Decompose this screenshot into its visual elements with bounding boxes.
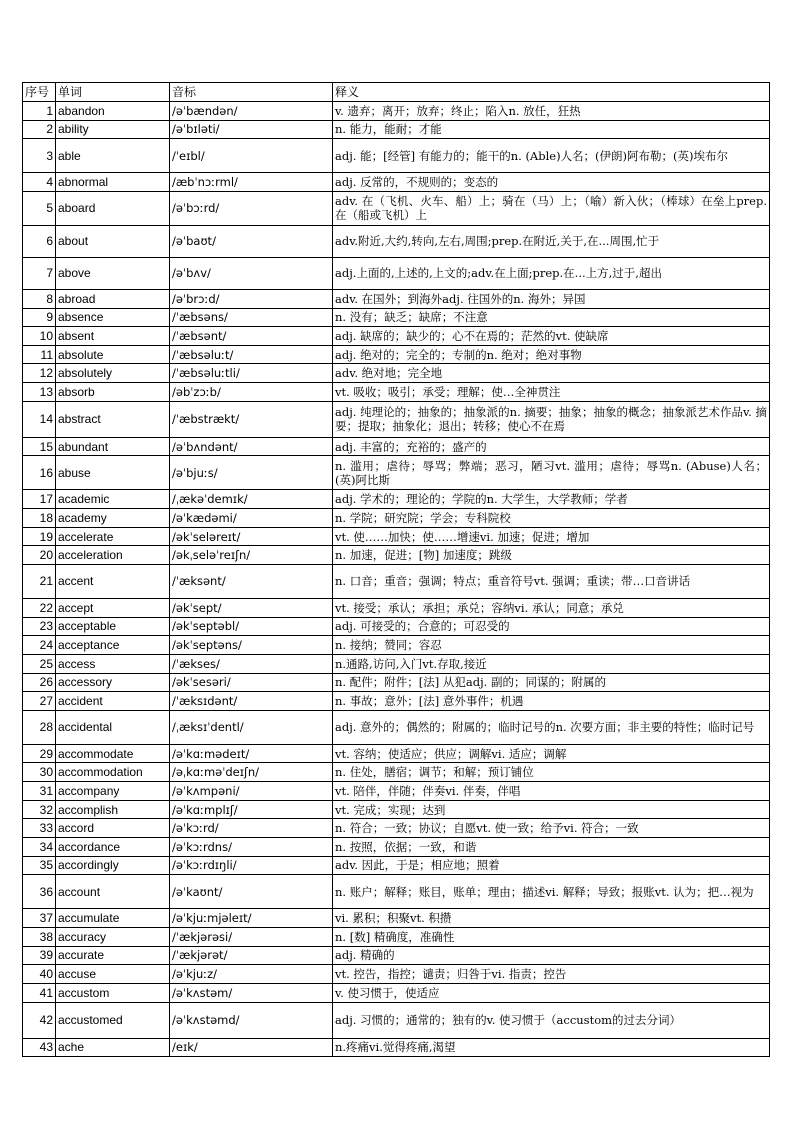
row-index: 18: [23, 509, 56, 528]
row-index: 41: [23, 983, 56, 1002]
row-phonetic: /əˈbʌndənt/: [170, 437, 333, 456]
row-phonetic: /əˈbɪləti/: [170, 120, 333, 139]
table-row: [23, 102, 770, 121]
table-row: [23, 927, 770, 946]
row-word: accident: [56, 692, 170, 711]
row-phonetic: /əˈkædəmi/: [170, 509, 333, 528]
row-word: accurate: [56, 946, 170, 965]
table-row: [23, 345, 770, 364]
table-row: [23, 509, 770, 528]
table-row: [23, 838, 770, 857]
row-word: access: [56, 654, 170, 673]
row-index: 37: [23, 909, 56, 928]
row-definition: adj. 绝对的；完全的；专制的n. 绝对；绝对事物: [333, 345, 770, 364]
row-phonetic: /ˈæksɪdənt/: [170, 692, 333, 711]
row-definition: vt. 陪伴，伴随；伴奏vi. 伴奏，伴唱: [333, 782, 770, 801]
table-row: [23, 965, 770, 984]
row-index: 22: [23, 598, 56, 617]
row-index: 21: [23, 564, 56, 598]
row-definition: adj. 习惯的；通常的；独有的v. 使习惯于（accustom的过去分词）: [333, 1002, 770, 1038]
row-definition: vt. 接受；承认；承担；承兑；容纳vi. 承认；同意；承兑: [333, 598, 770, 617]
row-word: about: [56, 225, 170, 257]
row-phonetic: /ˈæksənt/: [170, 564, 333, 598]
row-word: above: [56, 257, 170, 289]
row-word: accuse: [56, 965, 170, 984]
row-phonetic: /əkˈseləreɪt/: [170, 527, 333, 546]
vocabulary-table: [22, 82, 770, 1057]
row-phonetic: /əkˈsesəri/: [170, 673, 333, 692]
table-row: [23, 225, 770, 257]
row-index: 28: [23, 710, 56, 744]
row-word: accelerate: [56, 527, 170, 546]
row-definition: v. 遗弃；离开；放弃；终止；陷入n. 放任，狂热: [333, 102, 770, 121]
table-row: [23, 983, 770, 1002]
row-index: 12: [23, 364, 56, 383]
row-word: accustomed: [56, 1002, 170, 1038]
row-word: able: [56, 139, 170, 173]
table-row: [23, 437, 770, 456]
row-index: 15: [23, 437, 56, 456]
table-row: [23, 819, 770, 838]
row-phonetic: /eɪk/: [170, 1038, 333, 1057]
row-index: 11: [23, 345, 56, 364]
row-phonetic: /əˈbjuːs/: [170, 456, 333, 490]
row-word: acceleration: [56, 546, 170, 565]
row-phonetic: /ˈækses/: [170, 654, 333, 673]
row-word: absent: [56, 327, 170, 346]
row-definition: adv. 在（飞机、火车、船）上；骑在（马）上；（喻）新入伙；（棒球）在垒上prep. 在（船或飞机）上: [333, 191, 770, 225]
row-phonetic: /əbˈzɔːb/: [170, 383, 333, 402]
row-definition: adj. 能；[经管] 有能力的；能干的n. (Able)人名；(伊朗)阿布勒；(英)埃布尔: [333, 139, 770, 173]
table-row: [23, 654, 770, 673]
row-word: accord: [56, 819, 170, 838]
table-row: [23, 946, 770, 965]
row-phonetic: /əˈbɔːrd/: [170, 191, 333, 225]
row-word: abnormal: [56, 173, 170, 192]
row-index: 39: [23, 946, 56, 965]
row-index: 25: [23, 654, 56, 673]
table-row: [23, 364, 770, 383]
table-row: [23, 692, 770, 711]
row-definition: n. [数] 精确度，准确性: [333, 927, 770, 946]
table-row: [23, 257, 770, 289]
row-word: absence: [56, 308, 170, 327]
table-row: [23, 456, 770, 490]
table-row: [23, 191, 770, 225]
table-row: [23, 800, 770, 819]
row-index: 24: [23, 636, 56, 655]
row-index: 20: [23, 546, 56, 565]
table-row: [23, 673, 770, 692]
row-index: 40: [23, 965, 56, 984]
row-phonetic: /əˈbrɔːd/: [170, 289, 333, 308]
row-phonetic: /əˌkɑːməˈdeɪʃn/: [170, 763, 333, 782]
row-definition: vt. 控告，指控；谴责；归咎于vi. 指责；控告: [333, 965, 770, 984]
row-index: 16: [23, 456, 56, 490]
row-word: abstract: [56, 401, 170, 437]
row-index: 43: [23, 1038, 56, 1057]
row-word: accumulate: [56, 909, 170, 928]
row-phonetic: /əˈkɔːrdns/: [170, 838, 333, 857]
table-row: [23, 744, 770, 763]
row-definition: n. 滥用；虐待；辱骂；弊端；恶习，陋习vt. 滥用；虐待；辱骂n. (Abuse)人名；(英)阿比斯: [333, 456, 770, 490]
table-row: [23, 383, 770, 402]
row-definition: n. 账户；解释；账目，账单；理由；描述vi. 解释；导致；报账vt. 认为；把…视为: [333, 875, 770, 909]
row-word: accuracy: [56, 927, 170, 946]
row-definition: adj. 意外的；偶然的；附属的；临时记号的n. 次要方面；非主要的特性；临时记号: [333, 710, 770, 744]
row-index: 32: [23, 800, 56, 819]
row-index: 29: [23, 744, 56, 763]
table-row: [23, 308, 770, 327]
row-phonetic: /ˈæbsənt/: [170, 327, 333, 346]
row-index: 1: [23, 102, 56, 121]
row-index: 6: [23, 225, 56, 257]
row-index: 42: [23, 1002, 56, 1038]
row-word: academy: [56, 509, 170, 528]
table-row: [23, 636, 770, 655]
row-word: abroad: [56, 289, 170, 308]
row-phonetic: /əkˈsept/: [170, 598, 333, 617]
row-phonetic: /ˈæbsəns/: [170, 308, 333, 327]
row-word: account: [56, 875, 170, 909]
row-definition: v. 使习惯于，使适应: [333, 983, 770, 1002]
row-definition: n. 加速，促进；[物] 加速度；跳级: [333, 546, 770, 565]
row-phonetic: /əˈkɑːmədeɪt/: [170, 744, 333, 763]
row-phonetic: /ˈeɪbl/: [170, 139, 333, 173]
table-row: [23, 564, 770, 598]
table-row: [23, 173, 770, 192]
header-word: 单词: [56, 83, 170, 102]
row-word: academic: [56, 490, 170, 509]
table-row: [23, 617, 770, 636]
table-row: [23, 875, 770, 909]
row-index: 33: [23, 819, 56, 838]
row-index: 30: [23, 763, 56, 782]
row-index: 23: [23, 617, 56, 636]
table-row: [23, 289, 770, 308]
row-definition: adj. 可接受的；合意的；可忍受的: [333, 617, 770, 636]
row-definition: adj. 反常的，不规则的；变态的: [333, 173, 770, 192]
row-index: 3: [23, 139, 56, 173]
row-phonetic: /ˈæbsəluːt/: [170, 345, 333, 364]
row-word: absolute: [56, 345, 170, 364]
table-row: [23, 782, 770, 801]
row-index: 7: [23, 257, 56, 289]
row-word: abundant: [56, 437, 170, 456]
row-index: 4: [23, 173, 56, 192]
row-phonetic: /əkˈseptəns/: [170, 636, 333, 655]
row-word: ache: [56, 1038, 170, 1057]
row-definition: vt. 容纳；使适应；供应；调解vi. 适应；调解: [333, 744, 770, 763]
vocabulary-table-body: [23, 83, 770, 1057]
table-row: [23, 527, 770, 546]
header-row: [23, 83, 770, 102]
table-row: [23, 327, 770, 346]
row-definition: n.疼痛vi.觉得疼痛,渴望: [333, 1038, 770, 1057]
row-definition: n. 接纳；赞同；容忍: [333, 636, 770, 655]
row-phonetic: /æbˈnɔːrml/: [170, 173, 333, 192]
row-phonetic: /ˌæksɪˈdentl/: [170, 710, 333, 744]
row-phonetic: /əkˈseptəbl/: [170, 617, 333, 636]
row-phonetic: /əkˌseləˈreɪʃn/: [170, 546, 333, 565]
row-word: accept: [56, 598, 170, 617]
row-definition: adv. 在国外；到海外adj. 往国外的n. 海外；异国: [333, 289, 770, 308]
table-row: [23, 1038, 770, 1057]
row-definition: n. 口音；重音；强调；特点；重音符号vt. 强调；重读；带…口音讲话: [333, 564, 770, 598]
row-word: accompany: [56, 782, 170, 801]
row-definition: n. 事故；意外；[法] 意外事件；机遇: [333, 692, 770, 711]
row-phonetic: /əˈkaʊnt/: [170, 875, 333, 909]
row-definition: n. 没有；缺乏；缺席；不注意: [333, 308, 770, 327]
row-phonetic: /əˈkʌstəm/: [170, 983, 333, 1002]
row-definition: n. 配件；附件；[法] 从犯adj. 副的；同谋的；附属的: [333, 673, 770, 692]
row-phonetic: /ˈæbstrækt/: [170, 401, 333, 437]
row-word: ability: [56, 120, 170, 139]
row-definition: adv. 绝对地；完全地: [333, 364, 770, 383]
row-phonetic: /əˈbʌv/: [170, 257, 333, 289]
row-phonetic: /əˈkʌstəmd/: [170, 1002, 333, 1038]
row-definition: adj. 丰富的；充裕的；盛产的: [333, 437, 770, 456]
row-index: 38: [23, 927, 56, 946]
row-definition: n. 符合；一致；协议；自愿vt. 使一致；给予vi. 符合；一致: [333, 819, 770, 838]
row-word: accordance: [56, 838, 170, 857]
row-word: accustom: [56, 983, 170, 1002]
row-word: abandon: [56, 102, 170, 121]
row-word: accomplish: [56, 800, 170, 819]
row-word: accordingly: [56, 856, 170, 875]
row-phonetic: /ˈæbsəluːtli/: [170, 364, 333, 383]
table-row: [23, 120, 770, 139]
row-definition: n. 能力，能耐；才能: [333, 120, 770, 139]
row-word: accidental: [56, 710, 170, 744]
row-word: accent: [56, 564, 170, 598]
table-row: [23, 490, 770, 509]
row-definition: vt. 吸收；吸引；承受；理解；使…全神贯注: [333, 383, 770, 402]
row-definition: n.通路,访问,入门vt.存取,接近: [333, 654, 770, 673]
row-word: acceptable: [56, 617, 170, 636]
row-definition: n. 按照，依据；一致，和谐: [333, 838, 770, 857]
row-phonetic: /əˈkɑːmplɪʃ/: [170, 800, 333, 819]
row-index: 27: [23, 692, 56, 711]
row-word: absolutely: [56, 364, 170, 383]
row-index: 9: [23, 308, 56, 327]
table-row: [23, 856, 770, 875]
row-phonetic: /ˈækjərəsi/: [170, 927, 333, 946]
row-phonetic: /ˈækjərət/: [170, 946, 333, 965]
row-index: 13: [23, 383, 56, 402]
table-row: [23, 1002, 770, 1038]
row-word: absorb: [56, 383, 170, 402]
row-phonetic: /əˈbændən/: [170, 102, 333, 121]
row-phonetic: /əˈkjuːmjəleɪt/: [170, 909, 333, 928]
row-word: acceptance: [56, 636, 170, 655]
row-phonetic: /ˌækəˈdemɪk/: [170, 490, 333, 509]
row-index: 2: [23, 120, 56, 139]
row-definition: adj. 学术的；理论的；学院的n. 大学生，大学教师；学者: [333, 490, 770, 509]
table-row: [23, 710, 770, 744]
table-row: [23, 139, 770, 173]
table-row: [23, 598, 770, 617]
row-index: 10: [23, 327, 56, 346]
row-index: 31: [23, 782, 56, 801]
table-row: [23, 546, 770, 565]
row-definition: adj.上面的,上述的,上文的;adv.在上面;prep.在...上方,过于,超出: [333, 257, 770, 289]
table-row: [23, 401, 770, 437]
row-definition: vt. 使……加快；使……增速vi. 加速；促进；增加: [333, 527, 770, 546]
row-index: 5: [23, 191, 56, 225]
table-row: [23, 909, 770, 928]
row-word: accommodation: [56, 763, 170, 782]
row-definition: adv. 因此，于是；相应地；照着: [333, 856, 770, 875]
row-definition: adv.附近,大约,转向,左右,周围;prep.在附近,关于,在...周围,忙于: [333, 225, 770, 257]
row-phonetic: /əˈkɔːrd/: [170, 819, 333, 838]
row-phonetic: /əˈkjuːz/: [170, 965, 333, 984]
row-word: aboard: [56, 191, 170, 225]
header-definition: 释义: [333, 83, 770, 102]
row-definition: adj. 精确的: [333, 946, 770, 965]
row-index: 34: [23, 838, 56, 857]
row-definition: n. 住处，膳宿；调节；和解；预订铺位: [333, 763, 770, 782]
row-phonetic: /əˈbaʊt/: [170, 225, 333, 257]
row-definition: vi. 累积；积聚vt. 积攒: [333, 909, 770, 928]
row-index: 8: [23, 289, 56, 308]
row-phonetic: /əˈkɔːrdɪŋli/: [170, 856, 333, 875]
row-definition: n. 学院；研究院；学会；专科院校: [333, 509, 770, 528]
row-index: 36: [23, 875, 56, 909]
row-index: 19: [23, 527, 56, 546]
table-row: [23, 763, 770, 782]
row-word: accessory: [56, 673, 170, 692]
row-definition: adj. 缺席的；缺少的；心不在焉的；茫然的vt. 使缺席: [333, 327, 770, 346]
row-word: abuse: [56, 456, 170, 490]
row-index: 35: [23, 856, 56, 875]
row-word: accommodate: [56, 744, 170, 763]
header-phonetic: 音标: [170, 83, 333, 102]
row-definition: vt. 完成；实现；达到: [333, 800, 770, 819]
header-index: 序号: [23, 83, 56, 102]
row-phonetic: /əˈkʌmpəni/: [170, 782, 333, 801]
row-index: 26: [23, 673, 56, 692]
row-definition: adj. 纯理论的；抽象的；抽象派的n. 摘要；抽象；抽象的概念；抽象派艺术作品v. 摘要；提取；抽象化；退出；转移；使心不在焉: [333, 401, 770, 437]
row-index: 17: [23, 490, 56, 509]
row-index: 14: [23, 401, 56, 437]
